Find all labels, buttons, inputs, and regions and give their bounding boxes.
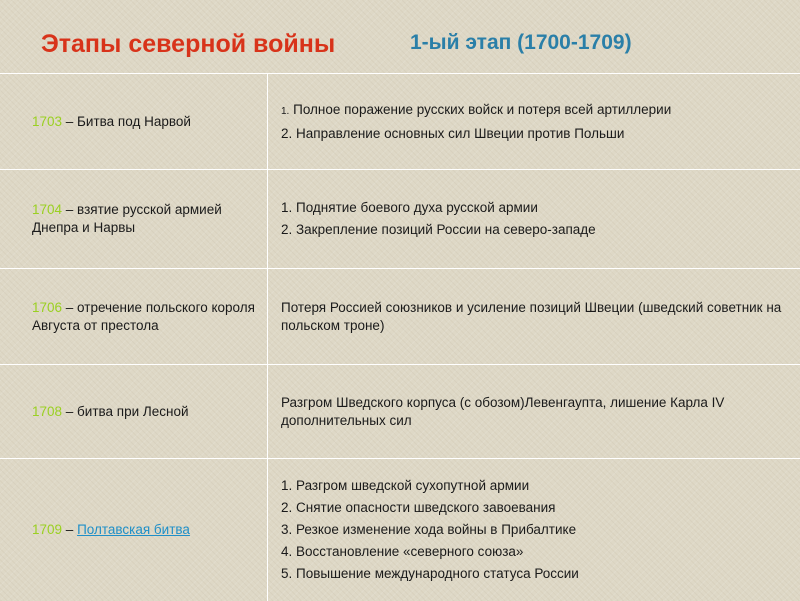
table-row: [0, 459, 800, 601]
column-divider: [267, 170, 268, 268]
result-item: 5. Повышение международного статуса России: [281, 566, 579, 581]
column-divider: [267, 269, 268, 364]
column-divider: [267, 74, 268, 169]
result-item: 1. Поднятие боевого духа русской армии: [281, 200, 538, 215]
event-year: 1708: [32, 403, 63, 419]
event-cell: [32, 459, 260, 601]
result-item: Разгром Шведского корпуса (с обозом)Левенгаупта, лишение Карла IV дополнительных сил: [281, 394, 725, 428]
event-text: – Битва под Нарвой: [62, 113, 191, 129]
table-row: [0, 269, 800, 365]
result-item: 4. Восстановление «северного союза»: [281, 544, 524, 559]
event-text: – битва при Лесной: [62, 403, 189, 419]
result-item: 2. Закрепление позиций России на северо-западе: [281, 222, 596, 237]
result-item: 3. Резкое изменение хода войны в Прибалтике: [281, 522, 577, 537]
result-cell: [281, 170, 791, 268]
event-cell: [32, 269, 260, 364]
table-row: [0, 170, 800, 269]
result-cell: [281, 269, 791, 364]
slide-title: Этапы северной войны: [41, 30, 336, 58]
result-cell: [281, 365, 791, 458]
table-row: [0, 74, 800, 170]
result-cell: [281, 74, 791, 169]
event-year: 1709: [32, 522, 63, 537]
column-divider: [267, 365, 268, 458]
result-item: Потеря Россией союзников и усиление позиций Швеции (шведский советник на польском троне): [281, 299, 782, 333]
slide-subtitle: 1-ый этап (1700-1709): [410, 31, 632, 54]
event-text: – взятие русской армией Днепра и Нарвы: [32, 202, 222, 235]
poltava-battle-link[interactable]: Полтавская битва: [77, 522, 190, 537]
column-divider: [267, 459, 268, 601]
event-cell: [32, 74, 260, 169]
result-item: 2. Направление основных сил Швеции против Польши: [281, 125, 625, 141]
event-text: – отречение польского короля Августа от престола: [32, 299, 255, 333]
event-year: 1704: [32, 202, 63, 217]
table-row: [0, 365, 800, 459]
result-item: 1. Разгром шведской сухопутной армии: [281, 478, 530, 493]
event-cell: [32, 365, 260, 458]
event-year: 1703: [32, 113, 63, 129]
event-text: –: [62, 522, 78, 537]
result-cell: [281, 459, 791, 601]
result-item: 2. Снятие опасности шведского завоевания: [281, 500, 556, 515]
result-item: 1. Полное поражение русских войск и потеря всей артиллерии: [281, 101, 672, 117]
stages-table: [0, 73, 800, 601]
event-year: 1706: [32, 299, 63, 315]
event-cell: [32, 170, 260, 268]
